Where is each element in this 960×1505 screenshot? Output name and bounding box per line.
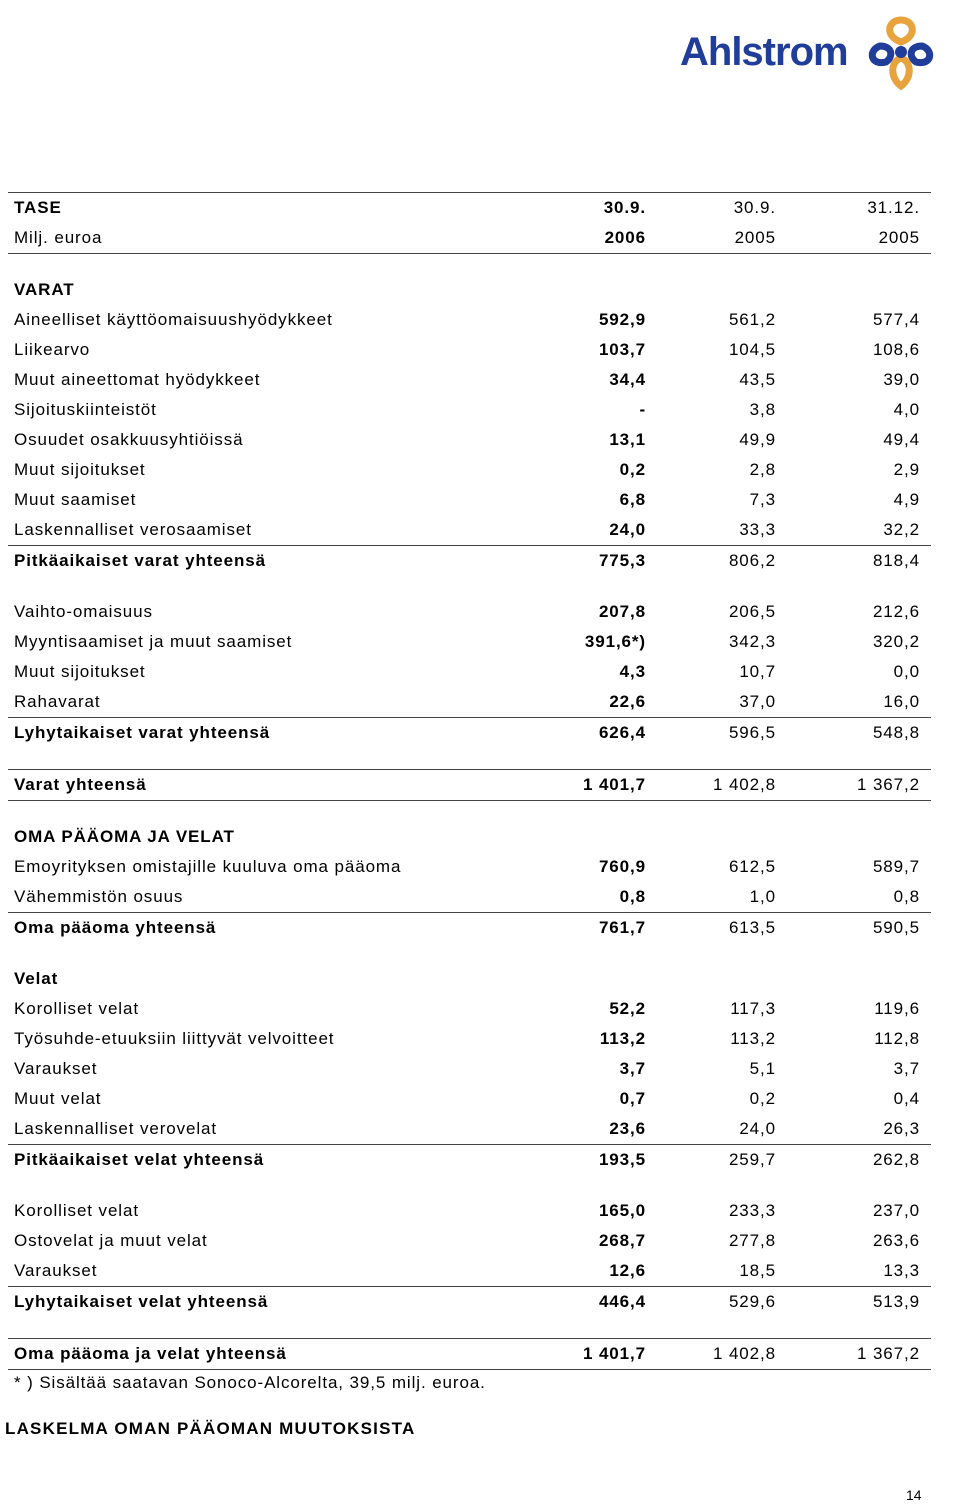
row-value-2005-dec: 0,0 [893, 662, 920, 681]
row-value-2005-dec: 112,8 [874, 1029, 920, 1048]
row-label: Työsuhde-etuuksiin liittyvät velvoitteet [14, 1029, 335, 1048]
row-value-2005-dec: 0,8 [893, 887, 920, 906]
table-row [8, 627, 931, 657]
row-label: Varaukset [14, 1261, 98, 1280]
logo-wordmark: Ahlstrom [680, 30, 848, 74]
row-label: Emoyrityksen omistajille kuuluva oma pääoma [14, 857, 402, 876]
header-year1: 2006 [533, 223, 656, 254]
table-row [8, 597, 931, 627]
section-heading [8, 275, 931, 305]
row-label: Myyntisaamiset ja muut saamiset [14, 632, 293, 651]
spacer [8, 576, 931, 597]
row-label: Muut velat [14, 1089, 102, 1108]
row-value-2005-sep: 342,3 [728, 632, 776, 651]
row-label: Sijoituskiinteistöt [14, 400, 157, 419]
row-value-2005-dec: 26,3 [883, 1119, 920, 1138]
row-value-2005-sep: 18,5 [739, 1261, 776, 1280]
row-value-2005-sep: 24,0 [739, 1119, 776, 1138]
table-row [8, 335, 931, 365]
ahlstrom-logo [662, 10, 954, 96]
row-value-2005-dec: 212,6 [872, 602, 920, 621]
row-value-2005-sep: 1,0 [749, 887, 776, 906]
section-heading-label: Velat [14, 969, 59, 988]
header-row-dates [8, 193, 931, 224]
spacer [8, 943, 931, 964]
row-label: Osuudet osakkuusyhtiöissä [14, 430, 244, 449]
row-value-2006: 12,6 [609, 1261, 646, 1280]
row-label: Muut aineettomat hyödykkeet [14, 370, 261, 389]
total-row [8, 770, 931, 801]
row-value-2005-sep: 33,3 [739, 520, 776, 539]
row-value-2006: 34,4 [609, 370, 646, 389]
page-number: 14 [906, 1487, 922, 1503]
header-col1: 30.9. [533, 193, 656, 224]
row-value-2005-dec: 263,6 [872, 1231, 920, 1250]
subtotal-value-2005-sep: 596,5 [656, 718, 788, 749]
subtotal-label: Lyhytaikaiset varat yhteensä [8, 718, 533, 749]
row-value-2005-sep: 43,5 [739, 370, 776, 389]
subtotal-value-2005-dec: 548,8 [788, 718, 931, 749]
row-value-2005-dec: 0,4 [893, 1089, 920, 1108]
row-label: Varaukset [14, 1059, 98, 1078]
row-value-2005-dec: 3,7 [893, 1059, 920, 1078]
row-value-2005-dec: 49,4 [883, 430, 920, 449]
subtotal-label: Pitkäaikaiset velat yhteensä [8, 1145, 533, 1176]
row-value-2005-dec: 16,0 [883, 692, 920, 711]
row-value-2005-dec: 39,0 [883, 370, 920, 389]
table-row [8, 1196, 931, 1226]
spacer [8, 1317, 931, 1339]
row-value-2005-sep: 0,2 [749, 1089, 776, 1108]
header-unit-label: Milj. euroa [8, 223, 533, 254]
header-year2: 2005 [656, 223, 788, 254]
spacer [8, 1175, 931, 1196]
row-value-2006: 592,9 [598, 310, 646, 329]
row-value-2005-sep: 233,3 [728, 1201, 776, 1220]
table-row [8, 485, 931, 515]
total-value-2006: 1 401,7 [533, 770, 656, 801]
row-label: Ostovelat ja muut velat [14, 1231, 208, 1250]
row-value-2005-sep: 206,5 [728, 602, 776, 621]
subtotal-value-2006: 446,4 [533, 1287, 656, 1318]
total-value-2005-dec: 1 367,2 [788, 770, 931, 801]
row-value-2005-dec: 119,6 [874, 999, 920, 1018]
table-row [8, 1256, 931, 1287]
table-row [8, 882, 931, 913]
row-value-2006: 103,7 [598, 340, 646, 359]
header-row-years [8, 223, 931, 254]
balance-sheet-table [8, 192, 931, 1370]
row-value-2005-dec: 13,3 [883, 1261, 920, 1280]
row-label: Rahavarat [14, 692, 101, 711]
row-value-2005-sep: 3,8 [749, 400, 776, 419]
row-value-2006: 165,0 [598, 1201, 646, 1220]
table-row [8, 515, 931, 546]
row-value-2005-dec: 589,7 [872, 857, 920, 876]
row-value-2005-sep: 5,1 [749, 1059, 776, 1078]
section-heading [8, 822, 931, 852]
row-value-2005-dec: 4,9 [893, 490, 920, 509]
table-row [8, 425, 931, 455]
spacer [8, 801, 931, 823]
header-col3: 31.12. [788, 193, 931, 224]
subtotal-value-2006: 626,4 [533, 718, 656, 749]
subtotal-value-2005-sep: 613,5 [656, 913, 788, 944]
table-row [8, 1114, 931, 1145]
section-title: LASKELMA OMAN PÄÄOMAN MUUTOKSISTA [5, 1419, 416, 1438]
total-value-2005-dec: 1 367,2 [788, 1339, 931, 1370]
total-value-2006: 1 401,7 [533, 1339, 656, 1370]
row-value-2006: - [639, 400, 646, 419]
row-value-2005-sep: 117,3 [730, 999, 776, 1018]
row-value-2005-dec: 237,0 [872, 1201, 920, 1220]
table-row [8, 852, 931, 882]
total-label: Varat yhteensä [8, 770, 533, 801]
row-value-2005-sep: 561,2 [728, 310, 776, 329]
table-row [8, 455, 931, 485]
row-value-2006: 207,8 [598, 602, 646, 621]
table-row [8, 687, 931, 718]
row-value-2005-sep: 113,2 [730, 1029, 776, 1048]
subtotal-label: Lyhytaikaiset velat yhteensä [8, 1287, 533, 1318]
row-label: Muut sijoitukset [14, 460, 146, 479]
subtotal-value-2005-dec: 818,4 [788, 546, 931, 577]
row-value-2005-sep: 612,5 [728, 857, 776, 876]
row-value-2005-dec: 4,0 [893, 400, 920, 419]
table-row [8, 305, 931, 335]
footnote: * ) Sisältää saatavan Sonoco-Alcorelta, 39,5 milj. euroa. [14, 1373, 486, 1392]
row-label: Muut saamiset [14, 490, 137, 509]
subtotal-value-2005-sep: 259,7 [656, 1145, 788, 1176]
row-value-2005-dec: 2,9 [893, 460, 920, 479]
section-heading-label: VARAT [14, 280, 75, 299]
section-heading-label: OMA PÄÄOMA JA VELAT [14, 827, 235, 846]
subtotal-value-2006: 193,5 [533, 1145, 656, 1176]
section-heading [8, 964, 931, 994]
table-row [8, 1024, 931, 1054]
row-value-2006: 13,1 [609, 430, 646, 449]
subtotal-value-2006: 775,3 [533, 546, 656, 577]
spacer [8, 748, 931, 770]
table-row [8, 365, 931, 395]
row-value-2005-sep: 7,3 [749, 490, 776, 509]
row-value-2006: 23,6 [609, 1119, 646, 1138]
row-value-2006: 0,8 [619, 887, 646, 906]
total-row [8, 1339, 931, 1370]
header-year3: 2005 [788, 223, 931, 254]
subtotal-value-2005-dec: 590,5 [788, 913, 931, 944]
row-label: Laskennalliset verovelat [14, 1119, 218, 1138]
row-value-2006: 0,2 [619, 460, 646, 479]
subtotal-row [8, 718, 931, 749]
subtotal-value-2006: 761,7 [533, 913, 656, 944]
subtotal-value-2005-sep: 806,2 [656, 546, 788, 577]
row-label: Vähemmistön osuus [14, 887, 184, 906]
subtotal-row [8, 1287, 931, 1318]
ahlstrom-emblem-icon [860, 12, 942, 94]
subtotal-row [8, 913, 931, 944]
subtotal-label: Oma pääoma yhteensä [8, 913, 533, 944]
row-value-2006: 113,2 [599, 1029, 646, 1048]
row-value-2006: 0,7 [619, 1089, 646, 1108]
row-value-2006: 24,0 [609, 520, 646, 539]
row-value-2005-dec: 577,4 [872, 310, 920, 329]
subtotal-value-2005-dec: 262,8 [788, 1145, 931, 1176]
row-label: Aineelliset käyttöomaisuushyödykkeet [14, 310, 333, 329]
subtotal-row [8, 1145, 931, 1176]
row-label: Korolliset velat [14, 1201, 139, 1220]
table-row [8, 1084, 931, 1114]
row-value-2005-sep: 277,8 [728, 1231, 776, 1250]
table-row [8, 1054, 931, 1084]
subtotal-value-2005-dec: 513,9 [788, 1287, 931, 1318]
subtotal-value-2005-sep: 529,6 [656, 1287, 788, 1318]
table-row [8, 395, 931, 425]
row-value-2006: 4,3 [619, 662, 646, 681]
row-label: Laskennalliset verosaamiset [14, 520, 252, 539]
row-value-2005-dec: 320,2 [872, 632, 920, 651]
subtotal-row [8, 546, 931, 577]
row-label: Korolliset velat [14, 999, 139, 1018]
row-label: Liikearvo [14, 340, 91, 359]
row-value-2005-sep: 104,5 [728, 340, 776, 359]
total-label: Oma pääoma ja velat yhteensä [8, 1339, 533, 1370]
row-value-2006: 760,9 [598, 857, 646, 876]
row-value-2005-dec: 32,2 [883, 520, 920, 539]
total-value-2005-sep: 1 402,8 [656, 1339, 788, 1370]
table-row [8, 1226, 931, 1256]
row-value-2006: 6,8 [619, 490, 646, 509]
row-value-2005-sep: 37,0 [739, 692, 776, 711]
row-value-2005-sep: 2,8 [749, 460, 776, 479]
row-value-2006: 3,7 [619, 1059, 646, 1078]
row-value-2006: 22,6 [609, 692, 646, 711]
spacer [8, 254, 931, 276]
row-value-2005-dec: 108,6 [872, 340, 920, 359]
row-label: Muut sijoitukset [14, 662, 146, 681]
row-value-2005-sep: 49,9 [739, 430, 776, 449]
row-value-2005-sep: 10,7 [739, 662, 776, 681]
table-row [8, 994, 931, 1024]
row-value-2006: 391,6*) [584, 632, 646, 651]
subtotal-label: Pitkäaikaiset varat yhteensä [8, 546, 533, 577]
header-col2: 30.9. [656, 193, 788, 224]
row-label: Vaihto-omaisuus [14, 602, 153, 621]
row-value-2006: 268,7 [598, 1231, 646, 1250]
header-label: TASE [8, 193, 533, 224]
total-value-2005-sep: 1 402,8 [656, 770, 788, 801]
row-value-2006: 52,2 [609, 999, 646, 1018]
table-row [8, 657, 931, 687]
